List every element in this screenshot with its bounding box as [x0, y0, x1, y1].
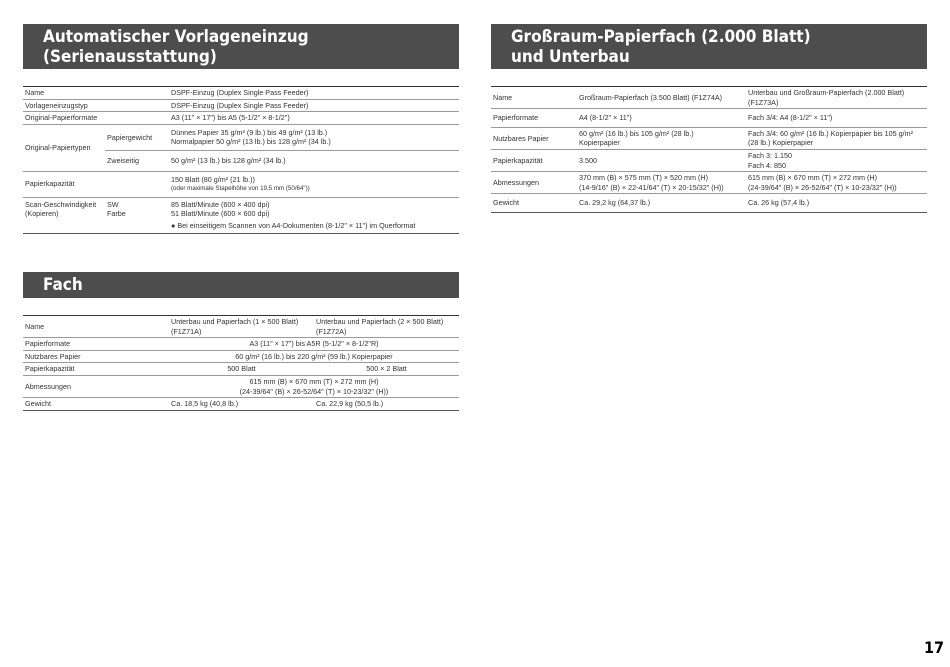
value-line: 60 g/m² (16 lb.) bis 105 g/m² (28 lb.)	[579, 128, 694, 138]
value-line: 615 mm (B) × 670 mm (T) × 272 mm (H)	[748, 173, 877, 183]
value-line: Normalpapier 50 g/m² (13 lb.) bis 128 g/m² (34 lb.)	[171, 137, 331, 147]
note-text: Bei einseitigem Scannen von A4-Dokumenten (8-1/2" × 11") im Querformat	[177, 220, 416, 230]
row-value	[746, 87, 927, 109]
value-line: Unterbau und Papierfach (1 × 500 Blatt)	[171, 317, 299, 326]
sublabel-line: SW	[107, 199, 119, 209]
adf-spec-table	[23, 86, 459, 234]
adf-title-line1: Automatischer Vorlageneinzug	[43, 27, 309, 47]
table-row	[23, 363, 459, 376]
row-label: Papierkapazität	[25, 364, 75, 374]
row-value: Ca. 26 kg (57,4 lb.)	[748, 198, 810, 208]
page-number: 17	[923, 638, 944, 657]
table-row	[23, 338, 459, 351]
table-row	[491, 172, 927, 194]
row-value: 500 Blatt	[227, 364, 256, 374]
row-value	[169, 124, 459, 150]
value-line: 150 Blatt (80 g/m² (21 lb.))	[171, 174, 255, 184]
label-line: (Kopieren)	[25, 209, 59, 219]
row-label: Gewicht	[493, 198, 519, 208]
lct-title-line1: Großraum-Papierfach (2.000 Blatt)	[511, 27, 811, 47]
row-value	[169, 375, 459, 397]
row-value: DSPF-Einzug (Duplex Single Pass Feeder)	[171, 88, 309, 97]
row-value: Ca. 29,2 kg (64,37 lb.)	[579, 198, 651, 208]
row-sublabel: Zweiseitig	[107, 155, 139, 165]
table-row	[23, 350, 459, 363]
table-row	[23, 171, 459, 197]
row-label: Papierformate	[493, 113, 539, 123]
table-row	[491, 109, 927, 128]
adf-title-banner	[23, 24, 459, 69]
value-line: Fach 3/4: 60 g/m² (16 lb.) Kopierpapier bis 105 g/m²	[748, 128, 913, 138]
fach-title: Fach	[43, 275, 83, 295]
table-row	[491, 127, 927, 149]
row-value: Fach 3/4: A4 (8-1/2" × 11")	[748, 113, 833, 123]
sublabel-line: Farbe	[107, 209, 126, 219]
lct-title-line2: und Unterbau	[511, 47, 630, 67]
row-value: Ca. 18,5 kg (40,8 lb.)	[171, 399, 239, 409]
row-label: Nutzbares Papier	[493, 133, 549, 143]
table-row	[491, 87, 927, 109]
row-value: 50 g/m² (13 lb.) bis 128 g/m² (34 lb.)	[171, 155, 286, 165]
value-line: (oder maximale Stapelhöhe von 19,5 mm (50/64"))	[171, 185, 310, 193]
row-value	[169, 197, 459, 233]
value-line: Dünnes Papier 35 g/m² (9 lb.) bis 49 g/m² (13 lb.)	[171, 127, 328, 137]
row-value: 500 × 2 Blatt	[366, 364, 407, 374]
row-value	[314, 316, 459, 338]
bullet-icon: ●	[171, 220, 176, 230]
row-value	[577, 127, 746, 149]
row-value: A4 (8-1/2" × 11")	[579, 113, 632, 123]
table-row	[23, 316, 459, 338]
scan-note	[171, 221, 457, 231]
value-line: Unterbau und Großraum-Papierfach (2.000 Blatt)	[748, 88, 905, 97]
table-row	[23, 124, 459, 150]
value-line: (F1Z71A)	[171, 326, 202, 336]
value-line: 370 mm (B) × 575 mm (T) × 520 mm (H)	[579, 173, 708, 183]
row-value	[746, 127, 927, 149]
row-value	[746, 149, 927, 171]
value-line: 51 Blatt/Minute (600 × 600 dpi)	[171, 209, 270, 219]
row-value: A3 (11" × 17") bis A5 (5-1/2" × 8-1/2")	[171, 113, 290, 123]
row-label: Name	[25, 321, 45, 331]
lct-spec-table	[491, 86, 927, 213]
table-row	[23, 112, 459, 125]
value-line: Kopierpapier	[579, 138, 620, 148]
label-line: Scan-Geschwindigkeit	[25, 199, 97, 209]
value-line: Fach 4: 850	[748, 160, 786, 170]
row-label: Papierkapazität	[493, 155, 543, 165]
row-value: Ca. 22,9 kg (50,5 lb.)	[316, 399, 384, 409]
table-row	[23, 87, 459, 100]
row-value: A3 (11" × 17") bis A5R (5-1/2" × 8-1/2"R)	[249, 339, 379, 349]
row-value: Großraum-Papierfach (3.500 Blatt) (F1Z74A)	[579, 92, 723, 102]
table-row	[23, 398, 459, 411]
row-value	[169, 171, 459, 197]
row-value: DSPF-Einzug (Duplex Single Pass Feeder)	[171, 100, 309, 110]
row-value: 60 g/m² (16 lb.) bis 220 g/m² (59 lb.) Kopierpapier	[235, 351, 393, 361]
value-line: (24-39/64" (B) × 26-52/64" (T) × 10-23/32" (H))	[239, 386, 389, 396]
value-line: 615 mm (B) × 670 mm (T) × 272 mm (H)	[249, 376, 379, 386]
value-line: Unterbau und Papierfach (2 × 500 Blatt)	[316, 317, 444, 326]
row-label: Gewicht	[25, 399, 51, 409]
row-value	[577, 172, 746, 194]
fach-title-banner	[23, 272, 459, 298]
lct-section	[491, 24, 927, 213]
value-line: Fach 3: 1.150	[748, 150, 792, 160]
row-label: Original-Papiertypen	[25, 142, 91, 152]
table-row	[23, 197, 459, 233]
row-label: Papierkapazität	[25, 179, 75, 189]
fach-spec-table	[23, 315, 459, 411]
adf-title-line2: (Serienausstattung)	[43, 47, 217, 67]
row-value	[746, 172, 927, 194]
table-row	[23, 375, 459, 397]
value-line: (F1Z73A)	[748, 97, 779, 107]
row-label: Papierformate	[25, 339, 71, 349]
row-value	[169, 316, 314, 338]
adf-section	[23, 24, 459, 234]
row-label: Abmessungen	[493, 177, 539, 187]
value-line: (14-9/16" (B) × 22-41/64" (T) × 20-15/32" (H))	[579, 182, 724, 192]
row-label: Name	[493, 92, 513, 102]
row-sublabel	[105, 197, 169, 233]
row-label: Abmessungen	[25, 381, 71, 391]
lct-title-banner	[491, 24, 927, 69]
row-label: Vorlageneinzugstyp	[25, 100, 88, 110]
table-row	[491, 194, 927, 213]
table-row	[23, 99, 459, 112]
row-sublabel: Papiergewicht	[107, 132, 153, 142]
table-row	[491, 149, 927, 171]
row-label	[23, 197, 105, 233]
value-line: (28 lb.) Kopierpapier	[748, 138, 814, 148]
fach-section	[23, 272, 459, 411]
row-label: Name	[25, 88, 45, 97]
row-label: Nutzbares Papier	[25, 351, 81, 361]
row-value: 3.500	[579, 155, 597, 165]
row-label: Original-Papierformate	[25, 113, 98, 123]
value-line: (24-39/64" (B) × 26-52/64" (T) × 10-23/32" (H))	[748, 182, 897, 192]
value-line: (F1Z72A)	[316, 326, 347, 336]
value-line: 85 Blatt/Minute (600 × 400 dpi)	[171, 199, 270, 209]
